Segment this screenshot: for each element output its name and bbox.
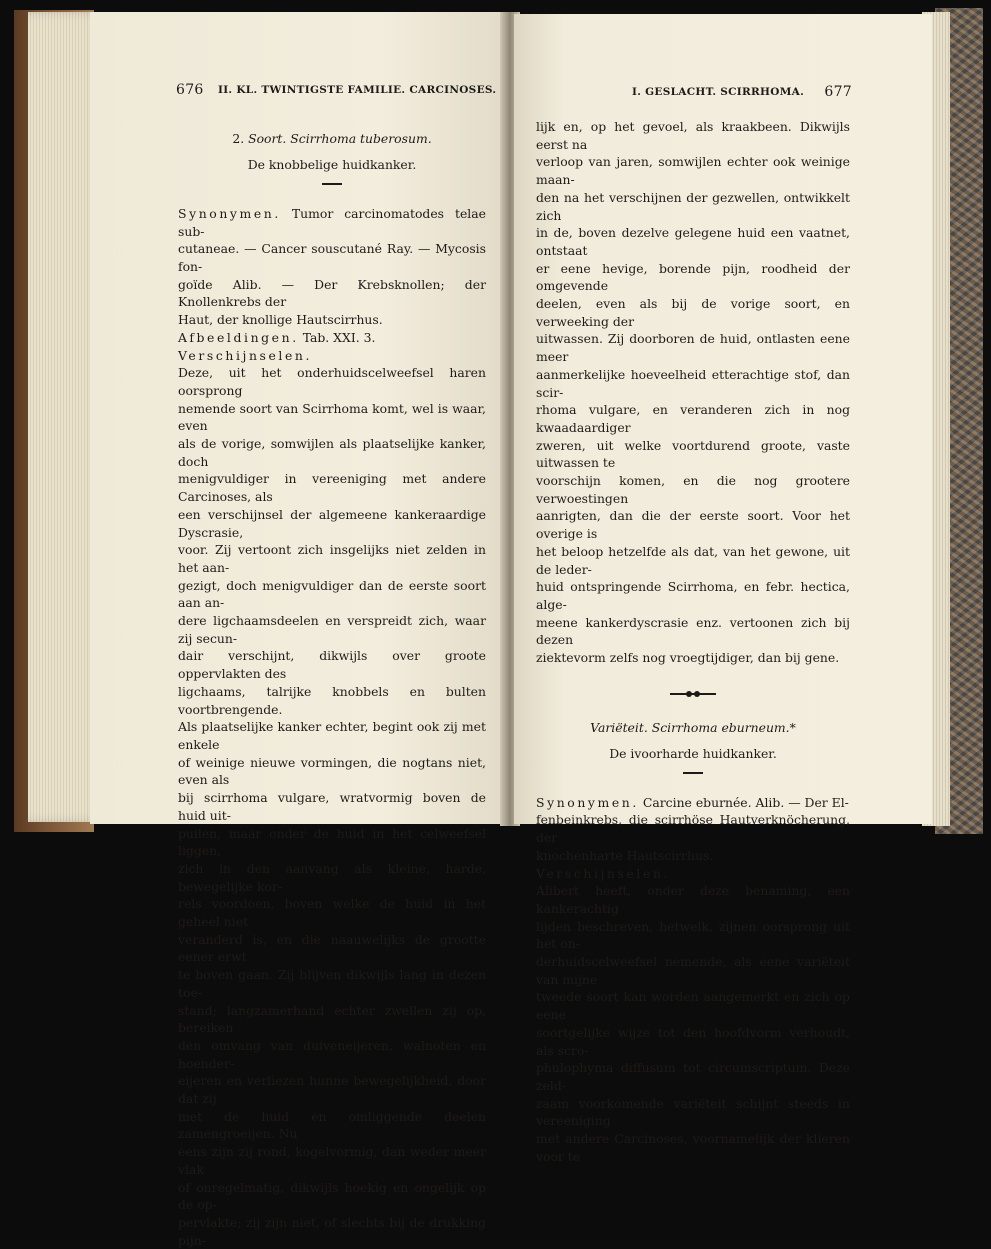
- text-line: of onregelmatig, dikwijls hoekig en ongelijk op de op-: [178, 1179, 486, 1213]
- text-line: gezigt, doch menigvuldiger dan de eerste soort aan an-: [178, 577, 486, 611]
- synonyms-paragraph: [178, 205, 486, 329]
- text-line: ligchaams, talrijke knobbels en bulten voortbrengende.: [178, 683, 486, 717]
- species-number: 2.: [232, 131, 249, 146]
- text-line: Deze, uit het onderhuidscelweefsel haren oorsprong: [178, 365, 486, 398]
- page-number: 676: [176, 82, 204, 98]
- text-line: in de, boven dezelve gelegene huid een vaatnet, ontstaat: [536, 225, 850, 258]
- section-rule: [322, 183, 342, 185]
- text-line: het beloop hetzelfde als dat, van het gewone, uit de leder-: [536, 543, 850, 577]
- text-line: den na het verschijnen der gezwellen, ontwikkelt zich: [536, 189, 850, 223]
- text-line: puilen, maar onder de huid in het celweefsel liggen,: [178, 825, 486, 859]
- text-line: als de vorige, somwijlen als plaatselijke kanker, doch: [178, 436, 486, 469]
- phenomena-label: Verschijnselen.: [178, 347, 313, 363]
- text-line: knochenharte Hautscirrhus.: [536, 847, 714, 863]
- left-text-block: [178, 130, 486, 1249]
- running-head-right: [514, 86, 932, 104]
- text-line: een verschijnsel der algemeene kankeraardige Dyscrasie,: [178, 506, 486, 540]
- phenomena-paragraph: [536, 882, 850, 1165]
- figures-ref: Tab. XXI. 3.: [302, 329, 376, 345]
- text-line: tweede soort kan worden aangemerkt en zich op eene: [536, 989, 850, 1023]
- page-number: 677: [824, 84, 852, 100]
- text-line: Alibert heeft, onder deze benaming, een kankerachtig: [536, 883, 850, 916]
- footnote-mark: *: [789, 719, 796, 735]
- text-line: menigvuldiger in vereeniging met andere Carcinoses, als: [178, 471, 486, 505]
- text-line: derhuidscelweefsel nemende, als eene variëteit van mijne: [536, 954, 850, 987]
- text-line: Carcine eburnée. Alib. — Der El-: [642, 794, 849, 810]
- text-line: of weinige nieuwe vormingen, die nogtans niet, even als: [178, 754, 486, 788]
- species-heading: [178, 130, 486, 148]
- text-line: ziektevorm zelfs nog vroegtijdiger, dan bij gene.: [536, 650, 840, 666]
- text-line: zweren, uit welke voortdurend groote, vaste uitwassen te: [536, 437, 850, 471]
- species-label: Soort.: [248, 131, 287, 146]
- text-line: rels voordoen, boven welke de huid in het geheel niet: [178, 896, 486, 930]
- text-line: huid ontspringende Scirrhoma, en febr. hectica, alge-: [536, 579, 850, 612]
- synonyms-label: Synonymen.: [536, 794, 639, 810]
- figures-line: [178, 329, 486, 347]
- right-text-block: [536, 118, 850, 1165]
- body-paragraph: [536, 118, 850, 667]
- text-line: dere ligchaamsdeelen en verspreidt zich, waar zij secun-: [178, 613, 486, 646]
- text-line: pervlakte; zij zijn niet, of slechts bij de drukking pijn-: [178, 1214, 486, 1248]
- text-line: deelen, even als bij de vorige soort, en verweeking der: [536, 296, 850, 329]
- text-line: veranderd is, en die naauwelijks de grootte eener erwt: [178, 931, 486, 965]
- text-line: rhoma vulgare, en veranderen zich in nog kwaadaardiger: [536, 402, 850, 435]
- text-line: meene kankerdyscrasie enz. vertoonen zich bij dezen: [536, 614, 850, 648]
- variety-heading: [536, 719, 850, 737]
- text-line: eens zijn zij rond, kogelvormig, dan weder meer vlak: [178, 1144, 486, 1177]
- text-line: te boven gaan. Zij blijven dikwijls lang in dezen toe-: [178, 967, 486, 1000]
- text-line: nemende soort van Scirrhoma komt, wel is waar, even: [178, 400, 486, 434]
- text-line: voorschijn komen, en die nog grootere verwoestingen: [536, 473, 850, 506]
- text-line: eijeren en verliezen hunne bewegelijkheid, door dat zij: [178, 1073, 486, 1107]
- text-line: aanmerkelijke hoeveelheid etterachtige stof, dan scir-: [536, 366, 850, 400]
- text-line: den omvang van duiveneijeren, walnoten en hoender-: [178, 1037, 486, 1071]
- text-line: soortgelijke wijze tot den hoofdvorm verhoudt, als scro-: [536, 1024, 850, 1058]
- text-line: er eene hevige, borende pijn, roodheid der omgevende: [536, 260, 850, 294]
- text-line: cutaneae. — Cancer souscutané Ray. — Mycosis fon-: [178, 241, 486, 275]
- text-line: lijk en, op het gevoel, als kraakbeen. Dikwijls eerst na: [536, 119, 850, 152]
- text-line: Haut, der knollige Hautscirrhus.: [178, 312, 383, 328]
- text-line: uitwassen. Zij doorboren de huid, ontlasten eene meer: [536, 331, 850, 365]
- variety-label: Variëteit.: [590, 719, 648, 735]
- text-line: stand; langzamerhand echter zwellen zij op, bereiken: [178, 1002, 486, 1036]
- left-page: [90, 12, 506, 1248]
- body-paragraph: [178, 364, 486, 1249]
- text-line: Als plaatselijke kanker echter, begint ook zij met enkele: [178, 719, 486, 752]
- synonyms-label: Synonymen.: [178, 205, 281, 221]
- text-line: goïde Alib. — Der Krebsknollen; der Knollenkrebs der: [178, 276, 486, 310]
- text-line: fenbeinkrebs, die scirrhöse Hautverknöcherung, der: [536, 812, 850, 846]
- phenomena-label: Verschijnselen.: [536, 865, 671, 881]
- variety-name: Scirrhoma eburneum.: [651, 719, 790, 735]
- right-page: [514, 14, 932, 1164]
- common-name: De knobbelige huidkanker.: [247, 156, 417, 172]
- text-line: zich in den aanvang als kleine, harde, bewegelijke kor-: [178, 860, 486, 894]
- text-line: phulophyma diffusum tot circumscriptum. Deze zeld-: [536, 1060, 850, 1093]
- ornament-divider: [670, 693, 716, 695]
- synonyms-paragraph: [536, 794, 850, 865]
- species-name: Scirrhoma tuberosum.: [290, 131, 432, 146]
- figures-label: Afbeeldingen.: [178, 329, 299, 345]
- section-rule: [683, 772, 703, 774]
- text-line: aanrigten, dan die der eerste soort. Voor het overige is: [536, 508, 850, 542]
- text-line: lijden beschreven, hetwelk, zijnen oorsprong uit het on-: [536, 918, 850, 952]
- running-head-text: I. GESLACHT. SCIRRHOMA.: [632, 86, 805, 98]
- text-line: met de huid en omliggende deelen zamengroeijen. Nu: [178, 1108, 486, 1142]
- variety-common-name: De ivoorharde huidkanker.: [609, 745, 777, 761]
- text-line: dair verschijnt, dikwijls over groote oppervlakten des: [178, 648, 486, 682]
- text-line: met andere Carcinoses, voornamelijk der klieren voor te: [536, 1131, 850, 1164]
- text-line: voor. Zij vertoont zich insgelijks niet zelden in het aan-: [178, 542, 486, 575]
- running-head-left: [90, 84, 506, 102]
- text-line: bij scirrhoma vulgare, wratvormig boven de huid uit-: [178, 790, 486, 823]
- running-head-text: II. KL. TWINTIGSTE FAMILIE. CARCINOSES.: [218, 84, 497, 96]
- text-line: Tumor carcinomatodes telae sub-: [178, 205, 486, 239]
- text-line: verloop van jaren, somwijlen echter ook weinige maan-: [536, 154, 850, 188]
- text-line: zaam voorkomende variëteit schijnt steeds in vereeniging: [536, 1095, 850, 1129]
